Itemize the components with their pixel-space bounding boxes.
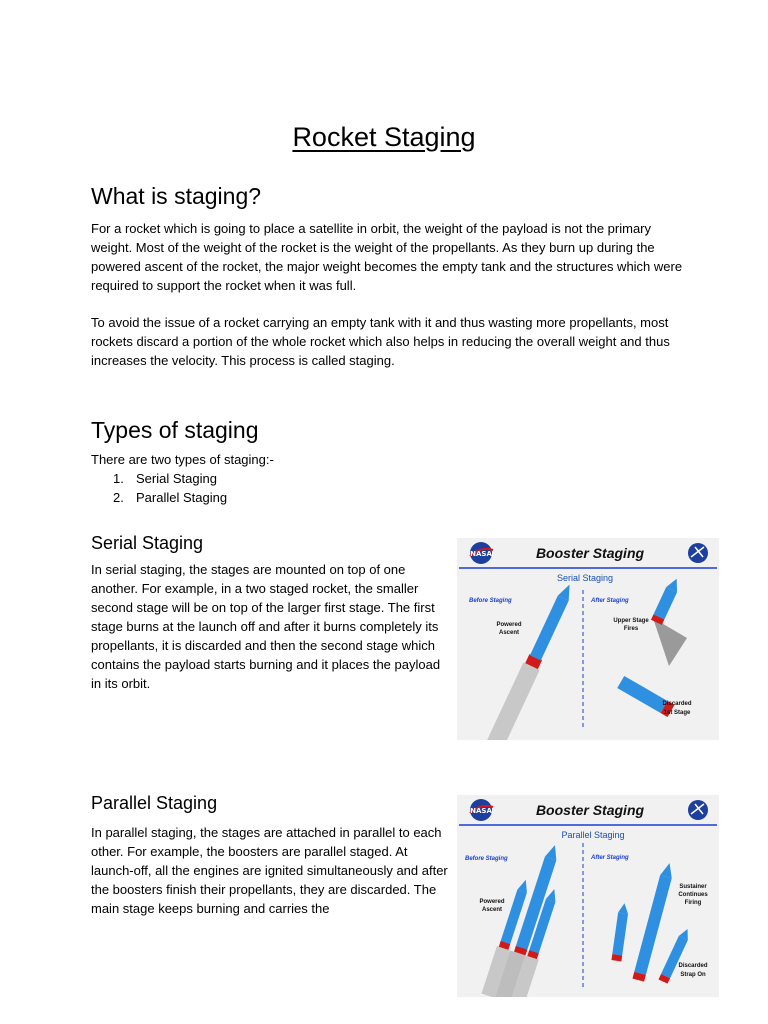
label-sustainer-1: Sustainer	[679, 884, 707, 890]
label-powered-1: Powered	[496, 622, 522, 628]
label-discarded-2: 1st Stage	[663, 710, 691, 716]
label-discarded-2: Strap On	[680, 972, 706, 978]
section-heading-parallel: Parallel Staging	[91, 793, 218, 813]
svg-text:NASA: NASA	[470, 807, 492, 815]
figure-title: Booster Staging	[535, 802, 645, 818]
label-before: Before Staging	[469, 598, 512, 604]
label-after: After Staging	[591, 598, 629, 604]
label-upper-2: Fires	[623, 626, 639, 632]
nasa-logo-icon	[470, 799, 493, 821]
section-heading-what: What is staging?	[91, 183, 262, 209]
label-before: Before Staging	[465, 856, 508, 862]
parallel-staging-diagram	[457, 795, 719, 997]
label-powered-2: Ascent	[498, 630, 520, 636]
figure-subtitle: Serial Staging	[556, 573, 614, 583]
serial-staging-figure	[457, 538, 719, 740]
emblem-icon	[688, 543, 708, 563]
label-after: After Staging	[591, 855, 629, 861]
types-list	[91, 469, 227, 507]
rocket-upper-stage	[651, 576, 682, 625]
paragraph-what-2: To avoid the issue of a rocket carrying an empty tank with it and thus wasting more propellants, most rockets discard a portion of the whole rocket which also helps in reducing the overall weight and thus increases the velocity. This process is called staging.	[91, 315, 670, 368]
exhaust-plume	[653, 618, 687, 666]
label-powered-1: Powered	[479, 899, 505, 905]
nasa-logo-icon	[470, 542, 493, 564]
label-sustainer-3: Firing	[684, 900, 702, 906]
paragraph-what-1: For a rocket which is going to place a satellite in orbit, the weight of the payload is not the primary weight. Most of the weight of the rocket is the weight of the propellants. As they burn up during the powered ascent of the rocket, the major weight becomes the empty tank and the structures which were required to support the rocket when it was full.	[91, 221, 683, 293]
figure-subtitle: Parallel Staging	[561, 830, 625, 840]
emblem-icon	[688, 800, 708, 820]
page-title: Rocket Staging	[292, 122, 476, 152]
rocket-powered-ascent	[483, 581, 577, 740]
list-item: 2. Parallel Staging	[113, 490, 228, 505]
label-powered-2: Ascent	[481, 907, 503, 913]
paragraph-serial: In serial staging, the stages are mounted on top of one another. For example, in a two staged rocket, the smaller second stage will be on top of the larger first stage. The first stage burns at the launch off and after it burns completely its propellants, it is discarded and then the second stage which contains the payload starts burning and it places the payload in its orbit.	[91, 562, 441, 691]
svg-text:NASA: NASA	[470, 550, 492, 558]
rocket-strapon-left	[611, 903, 629, 962]
section-heading-serial: Serial Staging	[91, 533, 204, 553]
types-intro: There are two types of staging:-	[91, 452, 274, 467]
list-item: 1. Serial Staging	[113, 471, 217, 486]
paragraph-parallel: In parallel staging, the stages are attached in parallel to each other. For example, the boosters are parallel staged. At launch-off, all the engines are ignited simultaneously and after the boosters finish their propellants, they are discarded. The main stage keeps burning and carries the	[91, 825, 448, 916]
label-discarded-1: Discarded	[678, 963, 708, 969]
section-heading-types: Types of staging	[91, 417, 259, 443]
label-sustainer-2: Continues	[678, 892, 708, 898]
label-discarded-1: Discarded	[662, 701, 692, 707]
serial-staging-diagram	[457, 538, 719, 740]
parallel-staging-figure	[457, 795, 719, 997]
figure-title: Booster Staging	[535, 545, 645, 561]
label-upper-1: Upper Stage	[613, 618, 649, 624]
